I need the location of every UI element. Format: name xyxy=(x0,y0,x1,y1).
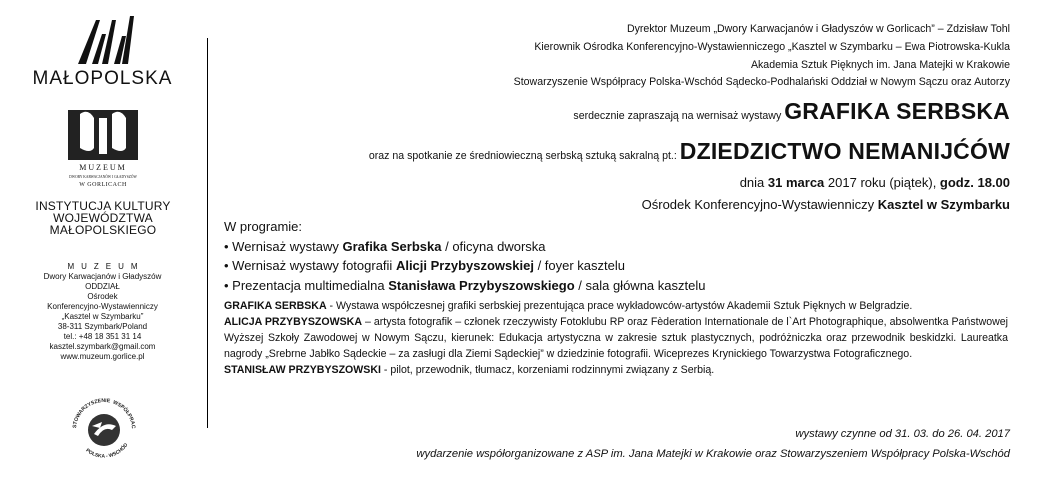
exhibition-title: GRAFIKA SERBSKA xyxy=(784,98,1010,124)
museum-logo-city: W GORLICACH xyxy=(79,182,127,188)
contact-phone: tel.: +48 18 351 31 14 xyxy=(63,332,142,341)
meeting-title: DZIEDZICTWO NEMANIJĆÓW xyxy=(679,138,1010,164)
description-paragraph xyxy=(224,314,1008,362)
program-item-text: Prezentacja multimedialna xyxy=(232,277,389,293)
program-item xyxy=(224,256,1010,276)
event-venue xyxy=(642,197,1010,212)
program-item xyxy=(224,237,1010,257)
invitation-meeting xyxy=(369,138,1010,165)
program-heading: W programie: xyxy=(224,219,303,234)
meeting-lead: oraz na spotkanie ze średniowieczną serbską sztuką sakralną pt.: xyxy=(368,150,677,162)
program-item xyxy=(224,276,1010,296)
invitation-content xyxy=(220,0,1010,499)
institution-line: MAŁOPOLSKIEGO xyxy=(49,223,157,237)
host-line: Dyrektor Muzeum „Dwory Karwacjanów i Gładyszów w Gorlicach” – Zdzisław Tohl xyxy=(626,23,1010,35)
stowarzyszenie-logo-icon xyxy=(64,390,144,470)
museum-contact xyxy=(0,262,205,362)
contact-line: Konferencyjno-Wystawienniczy xyxy=(47,302,158,311)
description-name: STANISŁAW PRZYBYSZOWSKI xyxy=(224,364,381,376)
description-text: – artysta fotografik – członek rzeczywisty Fotoklubu RP oraz Fèderation Internationale de l`Art Photographique, absolwentka Państwowej Wyższej Szkoły Zawodowej w Nowym Sączu, kierunek: Edukacja artystyczna w zakresie sztuk plastycznych, podróżniczka oraz przewodnik beskidzki. Laureatka nagrody „Srebrne Jabłko Sądeckie – za zasługi dla Ziemi Sądeckiej” w dziedzinie fotografii. Wiceprezes Krynickiego Towarzystwa Fotograficznego. xyxy=(224,316,1009,360)
program-item-place: / foyer kasztelu xyxy=(533,258,625,273)
venue-prefix: Ośrodek Konferencyjno-Wystawienniczy xyxy=(641,197,878,212)
program-item-bold: Stanisława Przybyszowskiego xyxy=(388,277,575,293)
description-name: GRAFIKA SERBSKA xyxy=(224,300,327,312)
contact-line: 38-311 Szymbark/Poland xyxy=(57,322,148,331)
venue-name: Kasztel w Szymbarku xyxy=(877,197,1010,212)
contact-website: www.muzeum.gorlice.pl xyxy=(60,352,145,361)
exhibition-dates: wystawy czynne od 31. 03. do 26. 04. 2017 xyxy=(795,428,1010,440)
date-day: 31 marca xyxy=(767,175,825,190)
contact-email: kasztel.szymbark@gmail.com xyxy=(49,342,156,351)
coorganized-note: wydarzenie współorganizowane z ASP im. Jana Matejki w Krakowie oraz Stowarzyszeniem Współpracy Polska-Wschód xyxy=(416,448,1010,460)
descriptions xyxy=(224,298,1008,378)
description-text: - Wystawa współczesnej grafiki serbskiej prezentująca prace wykładowców-artystów Akademii Sztuk Pięknych w Belgradzie. xyxy=(326,300,913,312)
event-date xyxy=(740,175,1010,190)
host-line: Akademia Sztuk Pięknych im. Jana Matejki w Krakowie xyxy=(750,59,1010,71)
contact-title: MUZEUM xyxy=(67,262,145,271)
program-item-text: Wernisaż wystawy fotografii xyxy=(232,258,396,273)
region-name: MAŁOPOLSKA xyxy=(32,68,173,89)
contact-line: ODDZIAŁ xyxy=(85,282,120,291)
host-line: Kierownik Ośrodka Konferencyjno-Wystawienniczego „Kasztel w Szymbarku – Ewa Piotrowska-Kukla xyxy=(534,41,1010,53)
contact-line: „Kasztel w Szymbarku” xyxy=(61,312,144,321)
contact-line: Dwory Karwacjanów i Gładyszów xyxy=(43,272,162,281)
sidebar xyxy=(0,0,205,499)
description-name: ALICJA PRZYBYSZOWSKA xyxy=(224,316,362,328)
malopolska-m-icon xyxy=(72,14,142,66)
vertical-divider xyxy=(207,38,208,428)
association-cooperation-arc: WSPÓŁPRAC xyxy=(111,399,137,429)
association-region-arc: POLSKA - WSCHÓD xyxy=(84,442,130,460)
program-item-text: Wernisaż wystawy xyxy=(232,238,343,254)
program-item-place: / sala główna kasztelu xyxy=(574,277,706,293)
institution-line: INSTYTUCJA KULTURY xyxy=(35,199,171,213)
institution-name xyxy=(8,200,198,236)
museum-logo-subtitle: DWORY KARWACJANÓW I GŁADYSZÓW xyxy=(69,175,137,179)
museum-logo-title: MUZEUM xyxy=(79,163,127,172)
description-text: - pilot, przewodnik, tłumacz, korzeniami rodzinnymi związany z Serbią. xyxy=(380,364,715,376)
description-paragraph xyxy=(224,362,1008,378)
program-item-bold: Alicji Przybyszowskiej xyxy=(395,258,534,273)
contact-line: Ośrodek xyxy=(87,292,118,301)
host-line: Stowarzyszenie Współpracy Polska-Wschód Sądecko-Podhalański Oddział w Nowym Sączu oraz Autorzy xyxy=(513,76,1010,88)
event-time: godz. 18.00 xyxy=(939,175,1010,190)
program-item-place: / oficyna dworska xyxy=(441,238,546,254)
invitation-lead: serdecznie zapraszają na wernisaż wystawy xyxy=(573,110,782,122)
invitation-exhibition xyxy=(573,98,1010,125)
institution-line: WOJEWÓDZTWA xyxy=(53,211,153,225)
description-paragraph xyxy=(224,298,1008,314)
museum-dwory-logo-icon xyxy=(58,104,148,194)
association-name-arc: STOWARZYSZENIE xyxy=(72,397,111,429)
program-section xyxy=(224,217,1010,295)
date-prefix: dnia xyxy=(739,175,768,190)
program-item-bold: Grafika Serbska xyxy=(342,238,442,254)
date-mid: 2017 roku (piątek), xyxy=(824,175,940,190)
